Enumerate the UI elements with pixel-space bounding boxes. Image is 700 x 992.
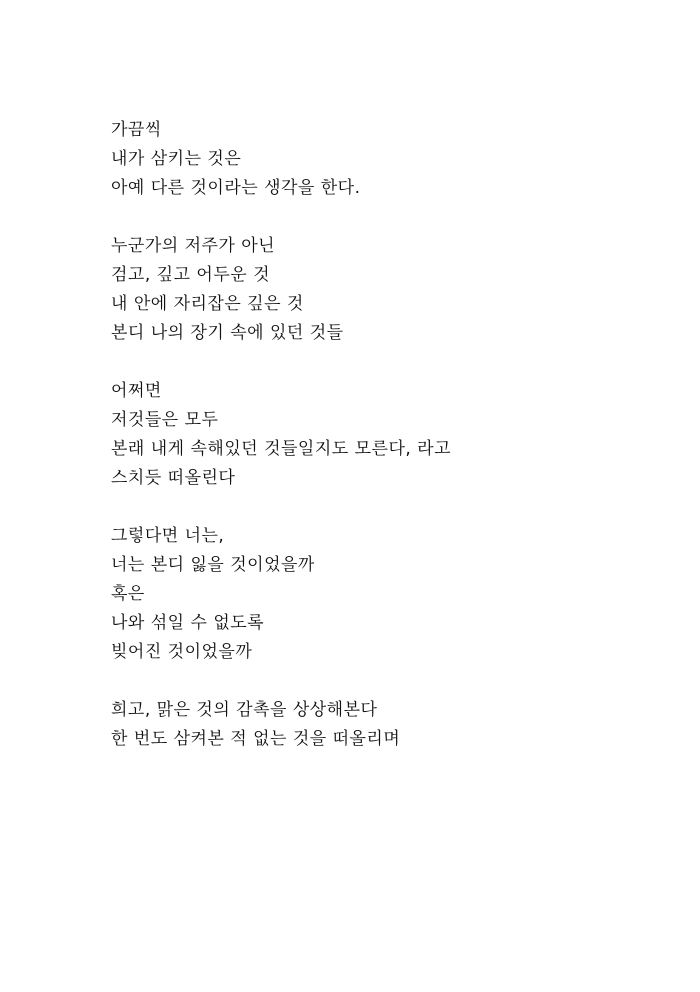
poem-line: 나와 섞일 수 없도록: [111, 613, 265, 633]
poem-line: 내가 삼키는 것은: [111, 149, 242, 169]
poem-line: 아예 다른 것이라는 생각을 한다.: [111, 178, 361, 198]
poem-body: [111, 116, 671, 783]
poem-line: 희고, 맑은 것의 감촉을 상상해본다: [111, 700, 378, 720]
poem-line: 본래 내게 속해있던 것들일지도 모른다, 라고: [111, 439, 452, 459]
poem-line: 저것들은 모두: [111, 410, 219, 430]
stanza-1: [111, 116, 671, 203]
poem-line: 스치듯 떠올린다: [111, 468, 236, 488]
stanza-4: [111, 522, 671, 667]
poem-line: 본디 나의 장기 속에 있던 것들: [111, 323, 344, 343]
poem-line: 내 안에 자리잡은 깊은 것: [111, 294, 304, 314]
stanza-5: [111, 696, 671, 754]
poem-line: 너는 본디 잃을 것이었을까: [111, 555, 315, 575]
stanza-3: [111, 377, 671, 493]
poem-line: 검고, 깊고 어두운 것: [111, 265, 270, 285]
stanza-2: [111, 232, 671, 348]
poem-line: 누군가의 저주가 아닌: [111, 236, 276, 256]
poem-line: 빚어진 것이었을까: [111, 642, 253, 662]
poem-line: 그렇다면 너는,: [111, 526, 225, 546]
poem-line: 가끔씩: [111, 120, 162, 140]
poem-line: 혹은: [111, 584, 145, 604]
poem-line: 한 번도 삼켜본 적 없는 것을 떠올리며: [111, 729, 401, 749]
poem-line: 어쩌면: [111, 381, 162, 401]
